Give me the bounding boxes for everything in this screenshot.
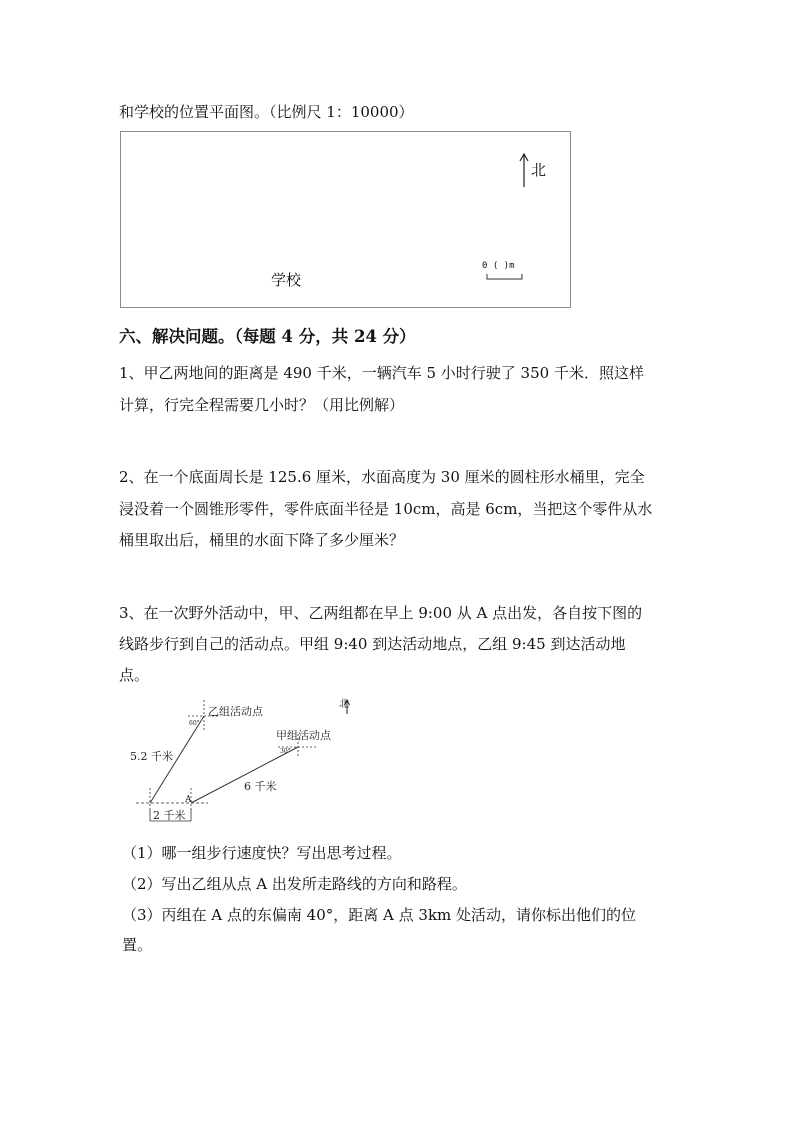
map-school-label: 学校 xyxy=(271,271,302,289)
q1-line-1: 1、甲乙两地间的距离是 490 千米，一辆汽车 5 小时行驶了 350 千米．照这样 xyxy=(119,364,644,382)
fig-angle-yi: 60° xyxy=(189,720,200,727)
q2-line-1: 2、在一个底面周长是 125.6 厘米，水面高度为 30 厘米的圆柱形水桶里，完全 xyxy=(119,468,645,486)
q3-sub-2: （2）写出乙组从点 A 出发所走路线的方向和路程。 xyxy=(122,875,467,893)
q3-line-2: 线路步行到自己的活动点。甲组 9:40 到达活动地点，乙组 9:45 到达活动地 xyxy=(119,635,626,653)
route-figure xyxy=(128,696,368,826)
fig-jia-label: 甲组活动点 xyxy=(276,729,331,742)
q2-line-2: 浸没着一个圆锥形零件，零件底面半径是 10cm，高是 6cm，当把这个零件从水 xyxy=(119,500,653,518)
intro-line: 和学校的位置平面图。（比例尺 1：10000） xyxy=(119,103,414,121)
q1-line-2: 计算，行完全程需要几小时？（用比例解） xyxy=(119,396,405,414)
q2-line-3: 桶里取出后，桶里的水面下降了多少厘米？ xyxy=(119,531,405,549)
route-a-jia-line xyxy=(191,747,298,803)
q3-sub-3-line-2: 置。 xyxy=(122,936,153,954)
map-north-label: 北 xyxy=(531,161,547,179)
q3-line-3: 点。 xyxy=(119,666,150,684)
fig-dist-right: 6 千米 xyxy=(244,780,277,793)
q3-sub-1: （1）哪一组步行速度快？写出思考过程。 xyxy=(122,844,402,862)
fig-yi-label: 乙组活动点 xyxy=(208,705,263,718)
map-box xyxy=(120,131,571,308)
scale-bar-icon xyxy=(481,262,531,282)
north-arrow-icon xyxy=(519,152,529,188)
fig-dist-left: 5.2 千米 xyxy=(130,750,173,763)
q3-line-1: 3、在一次野外活动中，甲、乙两组都在早上 9:00 从 A 点出发，各自按下图的 xyxy=(119,604,643,622)
fig-angle-jia: 30° xyxy=(280,748,291,755)
map-scale-text: 0 ( )m xyxy=(482,261,515,271)
fig-dist-bottom: 2 千米 xyxy=(153,809,186,822)
fig-point-a: A xyxy=(185,795,192,805)
section-title: 六、解决问题。（每题 4 分，共 24 分） xyxy=(119,327,416,346)
q3-sub-3-line-1: （3）丙组在 A 点的东偏南 40°，距离 A 点 3km 处活动，请你标出他们的位 xyxy=(122,906,637,924)
fig-north-label: 北 xyxy=(339,699,349,710)
